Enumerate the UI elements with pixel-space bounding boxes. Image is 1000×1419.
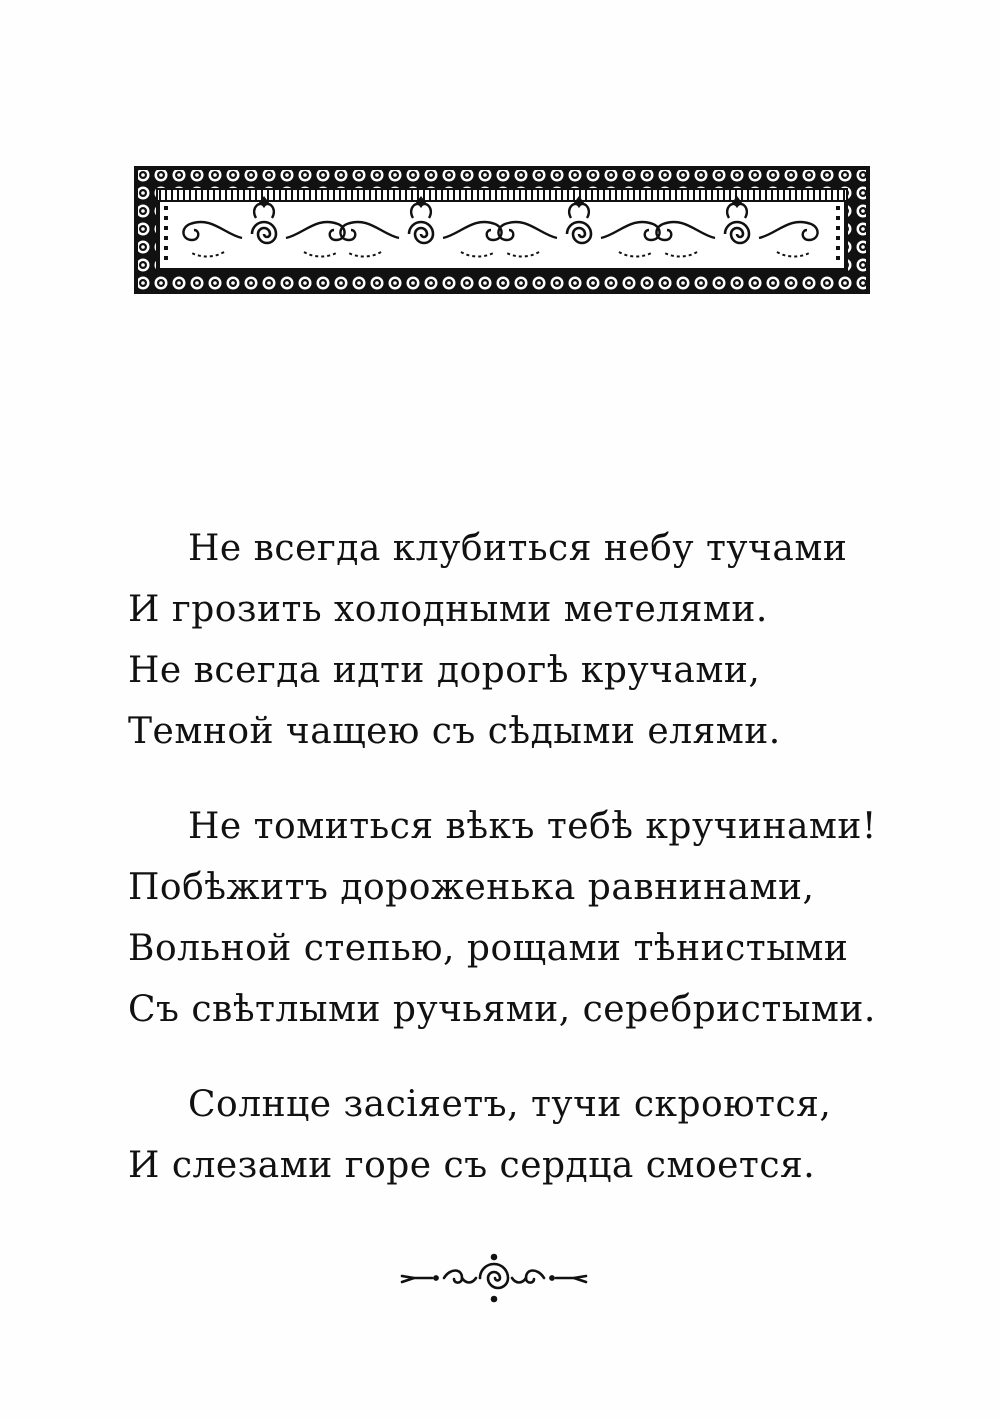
poem-line: Не всегда идти дорогѣ кручами, <box>128 650 761 691</box>
poem-line: Не всегда клубиться небу тучами <box>188 528 848 569</box>
poem-line: Побѣжитъ дороженька равнинами, <box>128 867 815 908</box>
stanza-3 <box>128 1074 888 1196</box>
poem-line: Не томиться вѣкъ тебѣ кручинами! <box>188 806 877 847</box>
decorative-tailpiece-icon <box>398 1252 590 1304</box>
poem-line: И слезами горе съ сердца смоется. <box>128 1145 816 1186</box>
poem-line: Солнце засіяетъ, тучи скроются, <box>188 1084 832 1125</box>
poem-line: Темной чащею съ сѣдыми елями. <box>128 711 781 752</box>
poem <box>128 518 888 1230</box>
poem-line: Съ свѣтлыми ручьями, серебристыми. <box>128 989 876 1030</box>
stanza-2 <box>128 796 888 1040</box>
poem-line: Вольной степью, рощами тѣнистыми <box>128 928 849 969</box>
poem-line: И грозить холодными метелями. <box>128 589 768 630</box>
decorative-headpiece-icon <box>134 166 870 294</box>
stanza-1 <box>128 518 888 762</box>
